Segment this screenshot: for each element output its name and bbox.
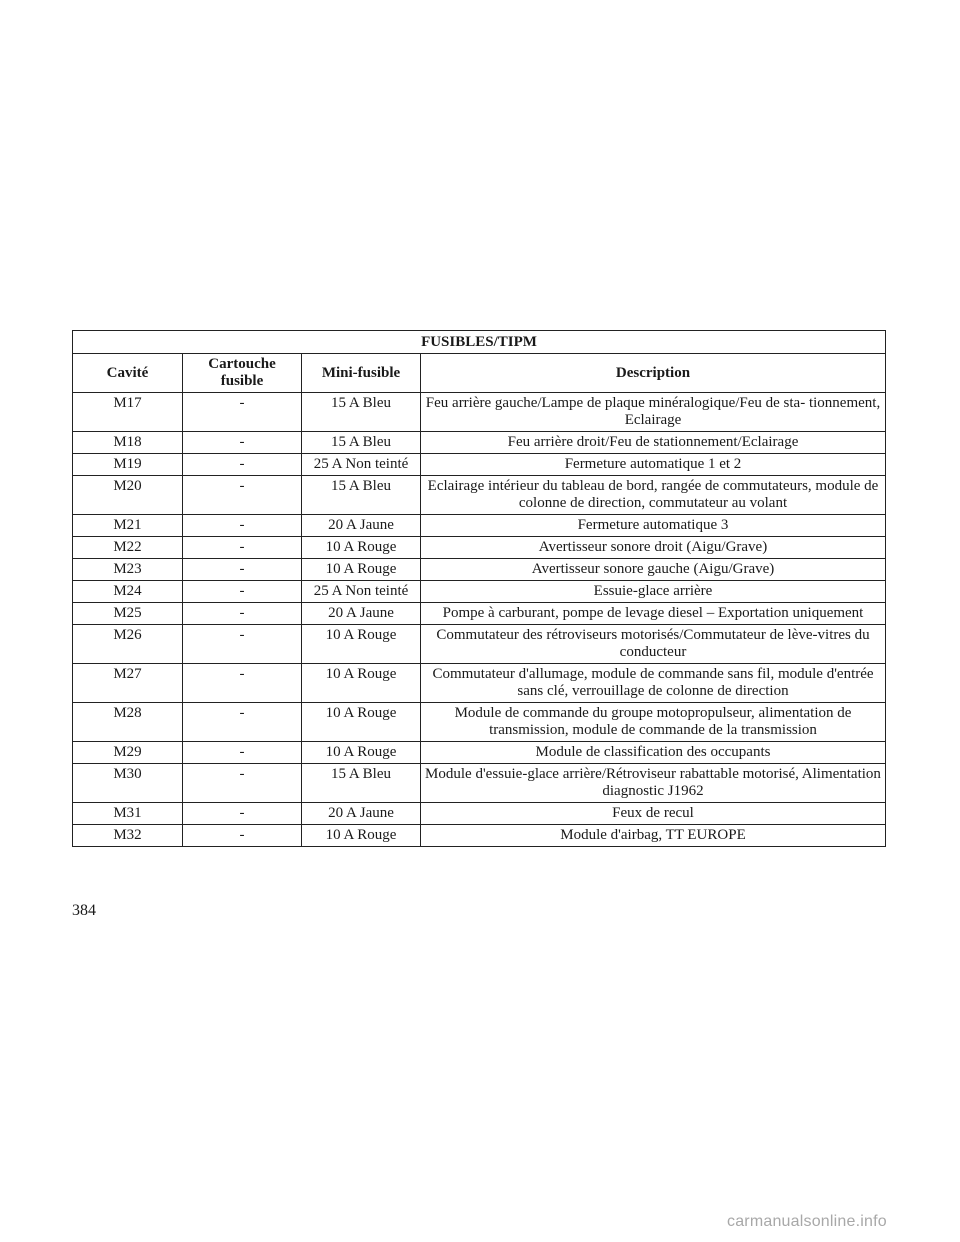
table-body xyxy=(73,393,886,847)
cell-mini-fusible: 10 A Rouge xyxy=(302,537,421,559)
cell-cavite: M28 xyxy=(73,703,183,742)
cell-cavite: M32 xyxy=(73,825,183,847)
table-header-row xyxy=(73,354,886,393)
cell-description: Module d'airbag, TT EUROPE xyxy=(421,825,886,847)
cell-cartouche-fusible: - xyxy=(183,454,302,476)
cell-mini-fusible: 10 A Rouge xyxy=(302,625,421,664)
cell-cartouche-fusible: - xyxy=(183,803,302,825)
cell-description: Essuie-glace arrière xyxy=(421,581,886,603)
cell-description: Commutateur d'allumage, module de commande sans fil, module d'entrée sans clé, verrouillage de colonne de direction xyxy=(421,664,886,703)
table-row xyxy=(73,581,886,603)
cell-description: Avertisseur sonore gauche (Aigu/Grave) xyxy=(421,559,886,581)
table-row xyxy=(73,559,886,581)
header-description: Description xyxy=(421,354,886,393)
cell-description: Fermeture automatique 1 et 2 xyxy=(421,454,886,476)
cell-cartouche-fusible: - xyxy=(183,476,302,515)
table-row xyxy=(73,703,886,742)
cell-mini-fusible: 20 A Jaune xyxy=(302,603,421,625)
fuse-table xyxy=(72,330,886,847)
cell-cartouche-fusible: - xyxy=(183,664,302,703)
cell-cartouche-fusible: - xyxy=(183,703,302,742)
cell-description: Feu arrière gauche/Lampe de plaque minéralogique/Feu de sta- tionnement, Eclairage xyxy=(421,393,886,432)
cell-cartouche-fusible: - xyxy=(183,603,302,625)
cell-cavite: M22 xyxy=(73,537,183,559)
cell-cartouche-fusible: - xyxy=(183,742,302,764)
page-number: 384 xyxy=(72,902,96,919)
cell-cavite: M30 xyxy=(73,764,183,803)
table-row xyxy=(73,742,886,764)
table-title-row xyxy=(73,331,886,354)
cell-mini-fusible: 15 A Bleu xyxy=(302,432,421,454)
cell-cartouche-fusible: - xyxy=(183,764,302,803)
cell-mini-fusible: 20 A Jaune xyxy=(302,803,421,825)
cell-cavite: M23 xyxy=(73,559,183,581)
cell-cavite: M24 xyxy=(73,581,183,603)
cell-description: Module de commande du groupe motopropulseur, alimentation de transmission, module de commande de la transmission xyxy=(421,703,886,742)
table-row xyxy=(73,825,886,847)
header-cartouche-fusible: Cartouche fusible xyxy=(183,354,302,393)
cell-description: Commutateur des rétroviseurs motorisés/Commutateur de lève-vitres du conducteur xyxy=(421,625,886,664)
cell-cartouche-fusible: - xyxy=(183,393,302,432)
cell-description: Module d'essuie-glace arrière/Rétroviseur rabattable motorisé, Alimentation diagnostic J1962 xyxy=(421,764,886,803)
cell-description: Feu arrière droit/Feu de stationnement/Eclairage xyxy=(421,432,886,454)
cell-cavite: M26 xyxy=(73,625,183,664)
header-cavite: Cavité xyxy=(73,354,183,393)
table-row xyxy=(73,764,886,803)
cell-cartouche-fusible: - xyxy=(183,581,302,603)
cell-cartouche-fusible: - xyxy=(183,537,302,559)
table-row xyxy=(73,537,886,559)
cell-description: Pompe à carburant, pompe de levage diesel – Exportation uniquement xyxy=(421,603,886,625)
cell-mini-fusible: 25 A Non teinté xyxy=(302,581,421,603)
cell-description: Module de classification des occupants xyxy=(421,742,886,764)
cell-description: Eclairage intérieur du tableau de bord, rangée de commutateurs, module de colonne de direction, commutateur au volant xyxy=(421,476,886,515)
cell-mini-fusible: 15 A Bleu xyxy=(302,393,421,432)
table-row xyxy=(73,603,886,625)
cell-cavite: M17 xyxy=(73,393,183,432)
header-mini-fusible: Mini-fusible xyxy=(302,354,421,393)
cell-description: Fermeture automatique 3 xyxy=(421,515,886,537)
cell-mini-fusible: 10 A Rouge xyxy=(302,559,421,581)
cell-cavite: M20 xyxy=(73,476,183,515)
cell-mini-fusible: 15 A Bleu xyxy=(302,476,421,515)
table-row xyxy=(73,625,886,664)
table-row xyxy=(73,454,886,476)
cell-mini-fusible: 10 A Rouge xyxy=(302,664,421,703)
table-title: FUSIBLES/TIPM xyxy=(73,331,886,354)
table-row xyxy=(73,664,886,703)
cell-description: Feux de recul xyxy=(421,803,886,825)
cell-cartouche-fusible: - xyxy=(183,432,302,454)
cell-description: Avertisseur sonore droit (Aigu/Grave) xyxy=(421,537,886,559)
cell-cavite: M18 xyxy=(73,432,183,454)
cell-mini-fusible: 15 A Bleu xyxy=(302,764,421,803)
table-row xyxy=(73,515,886,537)
cell-cavite: M29 xyxy=(73,742,183,764)
cell-cartouche-fusible: - xyxy=(183,515,302,537)
cell-cavite: M19 xyxy=(73,454,183,476)
cell-cavite: M31 xyxy=(73,803,183,825)
table-row xyxy=(73,393,886,432)
table-row xyxy=(73,476,886,515)
cell-cartouche-fusible: - xyxy=(183,559,302,581)
cell-mini-fusible: 10 A Rouge xyxy=(302,703,421,742)
cell-mini-fusible: 10 A Rouge xyxy=(302,742,421,764)
table-row xyxy=(73,432,886,454)
cell-mini-fusible: 25 A Non teinté xyxy=(302,454,421,476)
cell-cavite: M21 xyxy=(73,515,183,537)
table-row xyxy=(73,803,886,825)
cell-cavite: M25 xyxy=(73,603,183,625)
cell-cartouche-fusible: - xyxy=(183,625,302,664)
cell-mini-fusible: 10 A Rouge xyxy=(302,825,421,847)
cell-cavite: M27 xyxy=(73,664,183,703)
cell-mini-fusible: 20 A Jaune xyxy=(302,515,421,537)
cell-cartouche-fusible: - xyxy=(183,825,302,847)
watermark: carmanualsonline.info xyxy=(727,1213,887,1230)
